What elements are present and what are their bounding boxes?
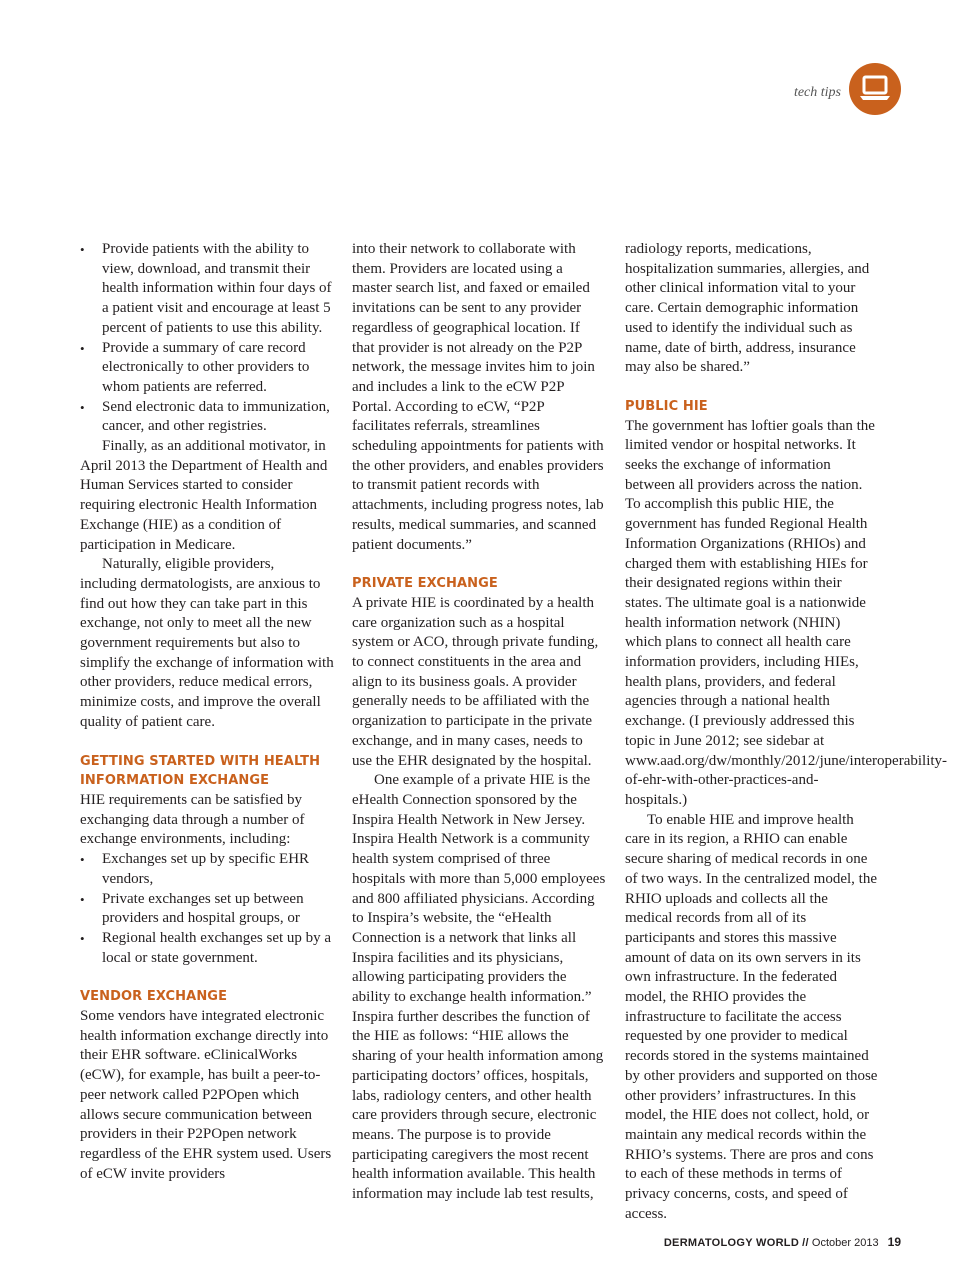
paragraph: Naturally, eligible providers, including dermatologists, are anxious to find out how they can take part in this exchange, not only to meet all the new government requirements but also to simplify the exchange of information with other providers, reduce medical errors, minimize costs, and improve the overall quality of patient care. [80, 556, 334, 730]
list-item: • Provide patients with the ability to view, download, and transmit their health information within four days of a patient visit and encourage at least 5 percent of patients to use this ability. [80, 240, 334, 339]
page-number: 19 [887, 1235, 901, 1249]
column-3 [625, 240, 948, 1224]
laptop-icon [849, 63, 901, 115]
paragraph: into their network to collaborate with them. Providers are located using a master search list, and faxed or emailed invitations can be sent to any provider regardless of geographical location. If that provider is not already on the P2P network, the message invites him to join and includes a link to the eCW P2P Portal. According to eCW, “P2P facilitates referrals, streamlines scheduling appointments for patients with the other providers, and enables providers to transmit patient records with attachments, including progress notes, lab results, medical summaries, and scanned patient documents.” [352, 241, 604, 553]
section-heading: PRIVATE EXCHANGE [352, 576, 498, 592]
paragraph: To enable HIE and improve health care in its region, a RHIO can enable secure sharing of medical records in one of two ways. In the centralized model, the RHIO uploads and collects all the medical records from all of its participants and stores this massive amount of data on its own servers in its own infrastructure. In the federated model, the RHIO provides the infrastructure to facilitate the access requested by one provider to medical records stored in the systems maintained by other providers and supported on those other providers’ infrastructures. In this model, the HIE does not collect, hold, or maintain any medical records within the RHIO’s systems. There are pros and cons to each of these methods in terms of privacy concerns, costs, and speed of access. [625, 811, 878, 1222]
paragraph: Finally, as an additional motivator, in April 2013 the Department of Health and Human Services started to consider requiring electronic Health Information Exchange (HIE) as a condition of participation in Medicare. [80, 438, 328, 553]
list-item: • Private exchanges set up between providers and hospital groups, or [80, 890, 334, 929]
bullet-list-exchanges [80, 850, 334, 968]
list-item: • Send electronic data to immunization, cancer, and other registries. [80, 398, 334, 437]
issue-date: October 2013 [811, 1237, 879, 1249]
column-2 [352, 240, 606, 1205]
section-label: tech tips [793, 85, 841, 100]
section-heading: PUBLIC HIE [625, 398, 708, 414]
paragraph: One example of a private HIE is the eHealth Connection sponsored by the Inspira Health Network in New Jersey. Inspira Health Network is a community health system comprised of three hospitals with more than 5,000 employees and 800 affiliated physicians. According to Inspira’s website, the “eHealth Connection is a network that links all Inspira facilities and its physicians, allowing participating providers the ability to exchange health information.” Inspira further describes the function of the HIE as follows: “HIE allows the sharing of your health information among participating doctors’ offices, hospitals, labs, radiology centers, and other health care providers through secure, electronic means. The purpose is to provide participating caregivers the most recent health information available. This health information may include lab test results, [352, 772, 606, 1203]
paragraph: The government has loftier goals than the limited vendor or hospital networks. It seeks the exchange of information between all providers across the nation. To accomplish this public HIE, the government has funded Regional Health Information Organizations (RHIOs) and charged them with establishing HIEs for their designated regions within their states. The ultimate goal is a nationwide health information network (NHIN) which plans to connect all health care information providers, including HIEs, health plans, providers, and federal agencies through a national health exchange. (I previously addressed this topic in June 2012; see sidebar at www.aad.org/dw/monthly/2012/june/interoperability-of-ehr-with-other-practices-and-hospitals.) [625, 417, 948, 808]
page-footer [664, 1235, 901, 1249]
footer-separator: // [802, 1237, 809, 1249]
section-heading: GETTING STARTED WITH HEALTH INFORMATION EXCHANGE [80, 753, 321, 789]
paragraph: HIE requirements can be satisfied by exchanging data through a number of exchange environments, including: [80, 791, 305, 848]
paragraph: Some vendors have integrated electronic health information exchange directly into their EHR software. eClinicalWorks (eCW), for example, has built a peer-to-peer network called P2POpen which allows secure communication between providers in their P2POpen network regardless of the EHR system used. Users of eCW invite providers [80, 1008, 332, 1182]
list-item: • Exchanges set up by specific EHR vendors, [80, 850, 334, 889]
bullet-list-requirements [80, 240, 334, 437]
section-heading: VENDOR EXCHANGE [80, 989, 228, 1005]
magazine-name: DERMATOLOGY WORLD [663, 1237, 800, 1249]
list-item: • Regional health exchanges set up by a local or state government. [80, 929, 334, 968]
column-1 [80, 240, 334, 1184]
list-item: • Provide a summary of care record electronically to other providers to whom patients are referred. [80, 339, 334, 398]
paragraph: A private HIE is coordinated by a health care organization such as a hospital system or ACO, through private funding, to connect constituents in the area and align to its business goals. A provider generally needs to be affiliated with the organization to participate in the private exchange, and in many cases, needs to use the EHR designated by the hospital. [352, 594, 599, 769]
paragraph: radiology reports, medications, hospitalization summaries, allergies, and other clinical information vital to your care. Certain demographic information used to identify the individual such as name, date of birth, address, insurance may also be shared.” [625, 241, 870, 376]
